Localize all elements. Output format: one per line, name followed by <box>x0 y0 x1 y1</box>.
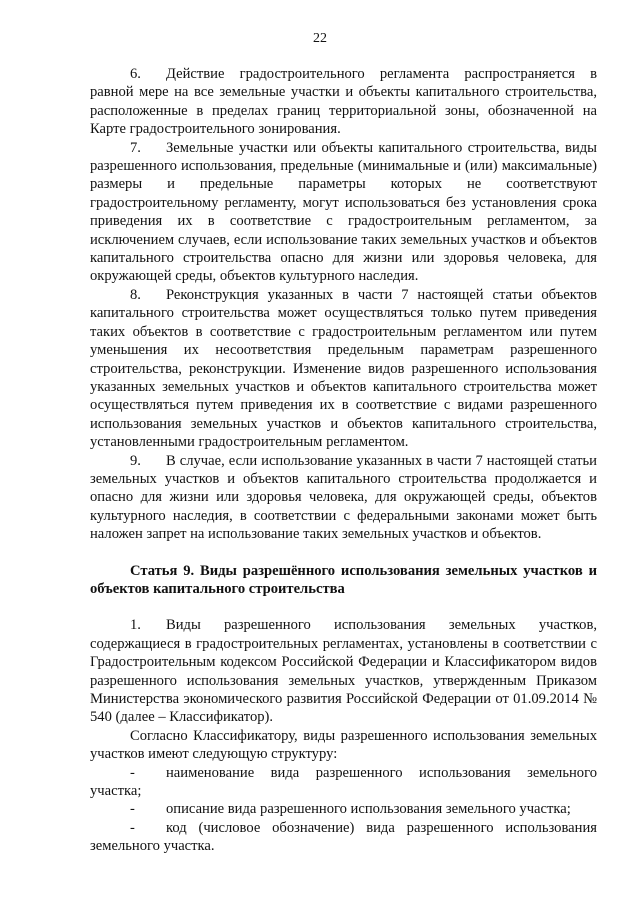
article-heading: Статья 9. Виды разрешённого использования земельных участков и объектов капитального строительства <box>90 562 597 597</box>
list-item <box>90 800 597 818</box>
paragraph-text: Действие градостроительного регламента распространяется в равной мере на все земельные участки и объекты капитального строительства, расположенные в пределах границ территориальной зоны, обозначенной на Карте градостроительного зонирования. <box>90 66 597 138</box>
list-item-text: описание вида разрешенного использования земельного участка; <box>166 801 571 818</box>
list-dash: - <box>130 764 135 781</box>
paragraph-number: 9. <box>130 452 141 469</box>
list-item-text: наименование вида разрешенного использования земельного участка; <box>90 764 597 800</box>
paragraph-9 <box>90 452 597 544</box>
paragraph-number: 1. <box>130 617 141 634</box>
structure-intro: Согласно Классификатору, виды разрешенного использования земельных участков имеют следующую структуру: <box>90 727 597 763</box>
list-dash: - <box>130 819 135 836</box>
list-item <box>90 819 597 856</box>
list-dash: - <box>130 801 135 818</box>
page-number: 22 <box>313 31 327 46</box>
paragraph-7 <box>90 139 597 286</box>
paragraph-number: 6. <box>130 66 141 82</box>
article-paragraph-1 <box>90 616 597 726</box>
paragraph-text: Реконструкция указанных в части 7 настоящей статьи объектов капитального строительства может осуществляться только путем приведения таких объектов в соответствие с градостроительным регламентом или путем уменьшения их несоответствия предельным параметрам разрешенного строительства, реконструкции. Изменение видов разрешенного использования указанных земельных участков и объектов капитального строительства может осуществляться путем приведения их в соответствие с видами разрешенного использования земельных участков и объектов капитального строительства, установленными градостроительным регламентом. <box>90 286 597 451</box>
paragraph-text: В случае, если использование указанных в части 7 настоящей статьи земельных участков и объектов капитального строительства продолжается и опасно для жизни или здоровья человека, для окружающей среды, объектов культурного наследия, в соответствии с федеральными законами может быть наложен запрет на использование таких земельных участков и объектов. <box>90 452 597 543</box>
list-item-text: код (числовое обозначение) вида разрешенного использования земельного участка. <box>90 819 597 855</box>
paragraph-number: 7. <box>130 139 141 156</box>
paragraph-number: 8. <box>130 286 141 303</box>
paragraph-6 <box>90 65 597 139</box>
paragraph-text: Земельные участки или объекты капитального строительства, виды разрешенного использования, предельные (минимальные и (или) максимальные) размеры и предельные параметры которых не соответствуют градостроительному регламенту, могут использоваться без установления срока приведения их в соответствие с градостроительным регламентом, за исключением случаев, если использование таких земельных участков и объектов капитального строительства опасно для жизни или здоровья человека, для окружающей среды, объектов культурного наследия. <box>90 139 597 285</box>
list-item <box>90 764 597 801</box>
paragraph-8 <box>90 286 597 452</box>
paragraph-text: Виды разрешенного использования земельных участков, содержащиеся в градостроительных регламентах, установлены в соответствии с Градостроительным кодексом Российской Федерации и Классификатором видов разрешенного использования земельных участков, утвержденным Приказом Министерства экономического развития Российской Федерации от 01.09.2014 № 540 (далее – Классификатор). <box>90 617 597 726</box>
document-body <box>90 65 597 856</box>
